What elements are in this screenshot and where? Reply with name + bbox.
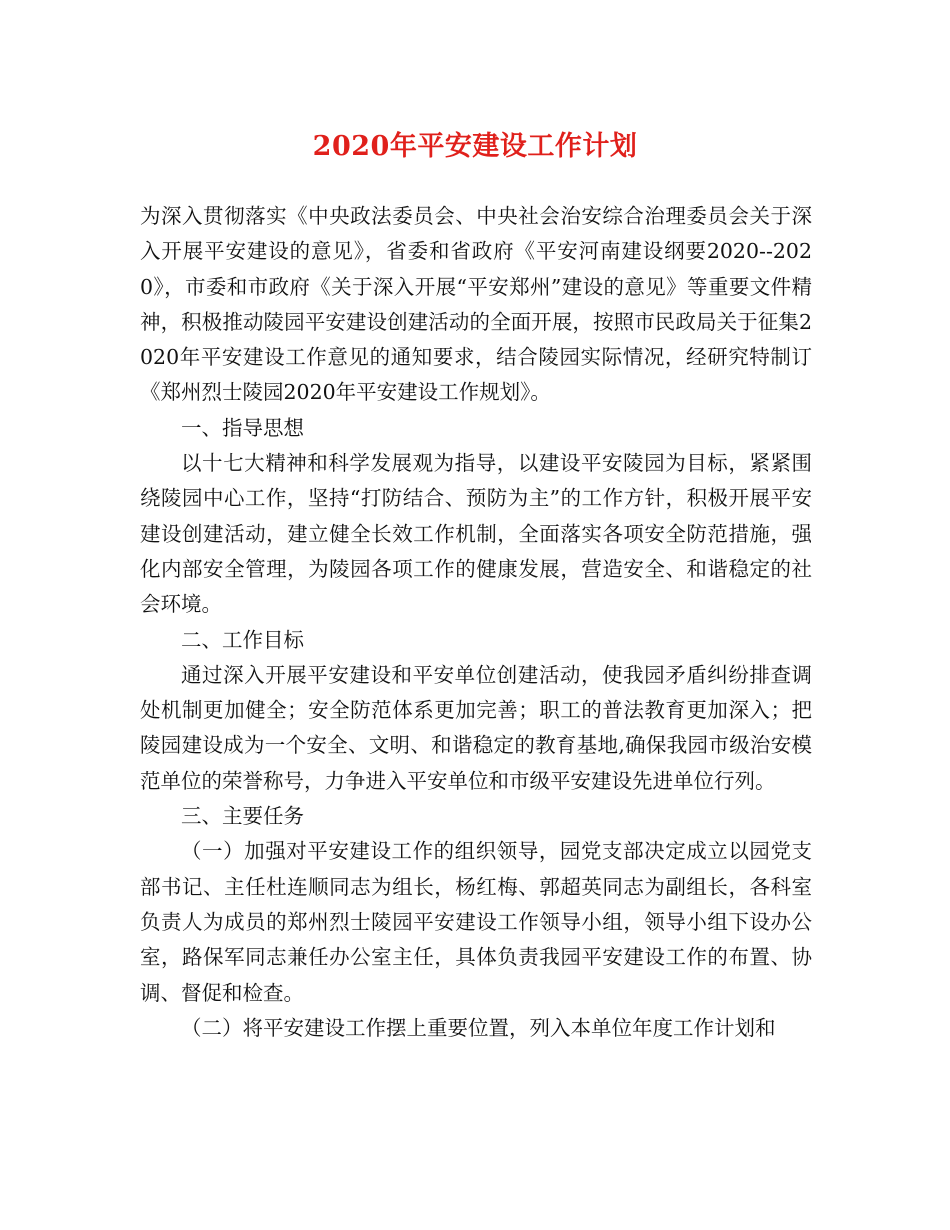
section-heading-main-tasks: 三、主要任务 xyxy=(181,804,304,829)
section-heading-work-goals: 二、工作目标 xyxy=(181,627,304,652)
task-1-paragraph: （一）加强对平安建设工作的组织领导，园党支部决定成立以园党支部书记、主任杜连顺同志为组长，杨红梅、郭超英同志为副组长，各科室负责人为成员的郑州烈士陵园平安建设工作领导小组，领导小组下设办公室，路保军同志兼任办公室主任，具体负责我园平安建设工作的布置、协调、督促和检查。 xyxy=(140,839,812,1005)
work-goals-paragraph: 通过深入开展平安建设和平安单位创建活动，使我园矛盾纠纷排查调处机制更加健全；安全防范体系更加完善；职工的普法教育更加深入；把陵园建设成为一个安全、文明、和谐稳定的教育基地,确保我园市级治安模范单位的荣誉称号，力争进入平安单位和市级平安建设先进单位行列。 xyxy=(140,662,812,793)
guiding-thought-paragraph: 以十七大精神和科学发展观为指导，以建设平安陵园为目标，紧紧围绕陵园中心工作，坚持“打防结合、预防为主”的工作方针，积极开展平安建设创建活动，建立健全长效工作机制，全面落实各项安全防范措施，强化内部安全管理，为陵园各项工作的健康发展，营造安全、和谐稳定的社会环境。 xyxy=(140,451,812,617)
task-2-paragraph: （二）将平安建设工作摆上重要位置，列入本单位年度工作计划和 xyxy=(181,1015,776,1040)
document-title: 2020年平安建设工作计划 xyxy=(312,131,638,162)
intro-paragraph: 为深入贯彻落实《中央政法委员会、中央社会治安综合治理委员会关于深入开展平安建设的意见》，省委和省政府《平安河南建设纲要2020--2020》，市委和市政府《关于深入开展“平安郑州”建设的意见》等重要文件精神，积极推动陵园平安建设创建活动的全面开展，按照市民政局关于征集2020年平安建设工作意见的通知要求，结合陵园实际情况，经研究特制订《郑州烈士陵园2020年平安建设工作规划》。 xyxy=(140,204,812,405)
document-body xyxy=(140,199,812,1046)
section-heading-guiding-thought: 一、指导思想 xyxy=(181,415,304,440)
